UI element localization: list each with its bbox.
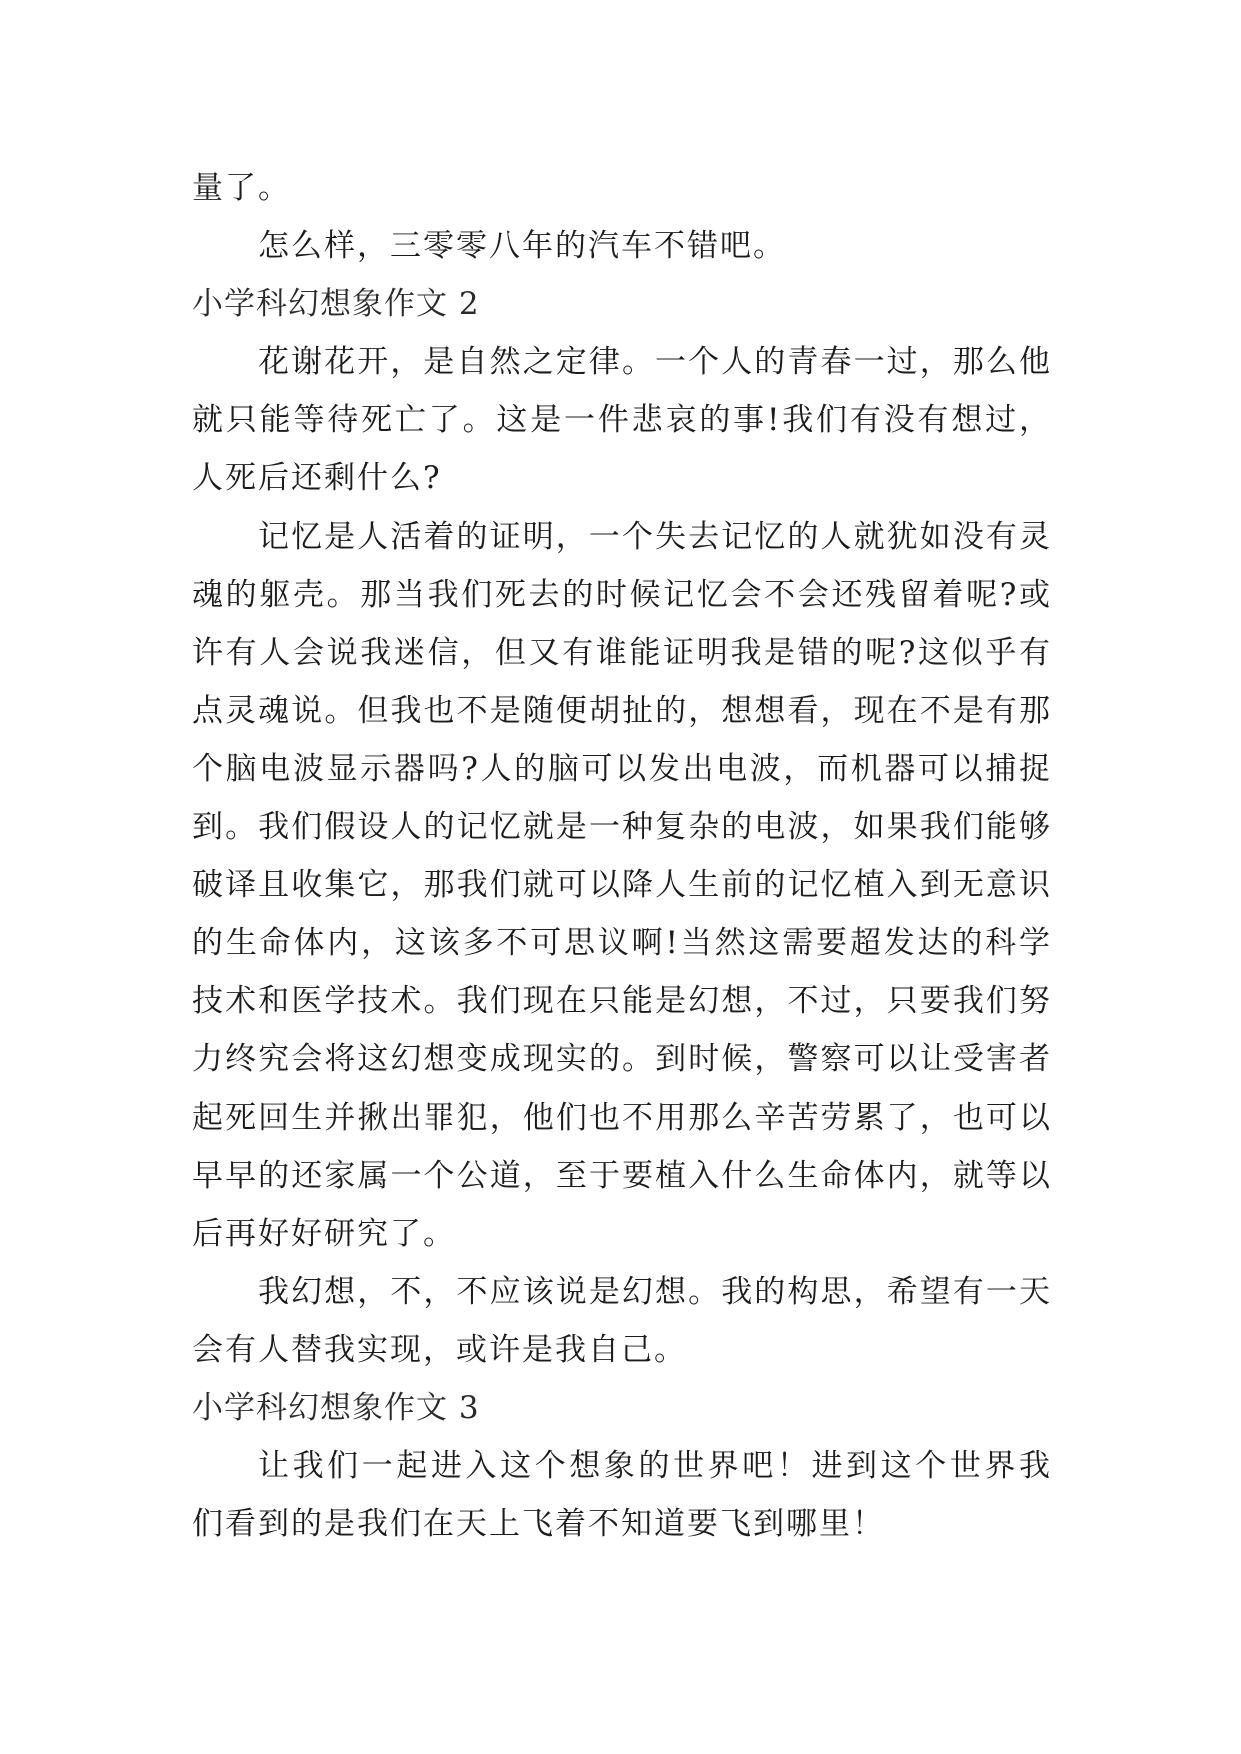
paragraph bbox=[192, 508, 1050, 1263]
paragraph bbox=[192, 159, 1050, 217]
text-line: 花谢花开，是自然之定律。一个人的青春一过，那么他 bbox=[258, 344, 1050, 381]
text-line: 技术和医学技术。我们现在只能是幻想，不过，只要我们努 bbox=[192, 983, 1050, 1020]
section-essay-3 bbox=[192, 1379, 1050, 1553]
text-line: 就只能等待死亡了。这是一件悲哀的事!我们有没有想过， bbox=[192, 402, 1050, 439]
text-line: 们看到的是我们在天上飞着不知道要飞到哪里！ bbox=[192, 1506, 885, 1543]
paragraph bbox=[192, 1437, 1050, 1553]
text-line: 后再好好研究了。 bbox=[192, 1215, 456, 1252]
text-line: 个脑电波显示器吗?人的脑可以发出电波，而机器可以捕捉 bbox=[192, 750, 1050, 787]
text-line: 破译且收集它，那我们就可以降人生前的记忆植入到无意识 bbox=[192, 867, 1050, 904]
text-line: 到。我们假设人的记忆就是一种复杂的电波，如果我们能够 bbox=[192, 809, 1050, 846]
text-line: 早早的还家属一个公道，至于要植入什么生命体内，就等以 bbox=[192, 1157, 1050, 1194]
section-continuation bbox=[192, 159, 1050, 275]
text-line: 点灵魂说。但我也不是随便胡扯的，想想看，现在不是有那 bbox=[192, 692, 1050, 729]
text-line: 记忆是人活着的证明，一个失去记忆的人就犹如没有灵 bbox=[258, 518, 1050, 555]
text-line: 起死回生并揪出罪犯，他们也不用那么辛苦劳累了，也可以 bbox=[192, 1099, 1050, 1136]
text-line: 我幻想，不，不应该说是幻想。我的构思，希望有一天 bbox=[258, 1273, 1050, 1310]
paragraph bbox=[192, 1263, 1050, 1379]
text-line: 会有人替我实现，或许是我自己。 bbox=[192, 1331, 687, 1368]
section-heading: 小学科幻想象作文 2 bbox=[192, 286, 480, 323]
text-line: 怎么样，三零零八年的汽车不错吧。 bbox=[258, 228, 786, 265]
text-line: 魂的躯壳。那当我们死去的时候记忆会不会还残留着呢?或 bbox=[192, 576, 1050, 613]
text-line: 的生命体内，这该多不可思议啊!当然这需要超发达的科学 bbox=[192, 925, 1050, 962]
text-line: 量了。 bbox=[192, 170, 291, 206]
section-heading: 小学科幻想象作文 3 bbox=[192, 1389, 480, 1426]
text-line: 让我们一起进入这个想象的世界吧！进到这个世界我 bbox=[258, 1448, 1050, 1485]
text-line: 人死后还剩什么? bbox=[192, 460, 442, 497]
paragraph bbox=[192, 217, 1050, 275]
text-line: 许有人会说我迷信，但又有谁能证明我是错的呢?这似乎有 bbox=[192, 634, 1050, 671]
section-essay-2 bbox=[192, 275, 1050, 1379]
paragraph bbox=[192, 333, 1050, 507]
text-line: 力终究会将这幻想变成现实的。到时候，警察可以让受害者 bbox=[192, 1041, 1050, 1078]
